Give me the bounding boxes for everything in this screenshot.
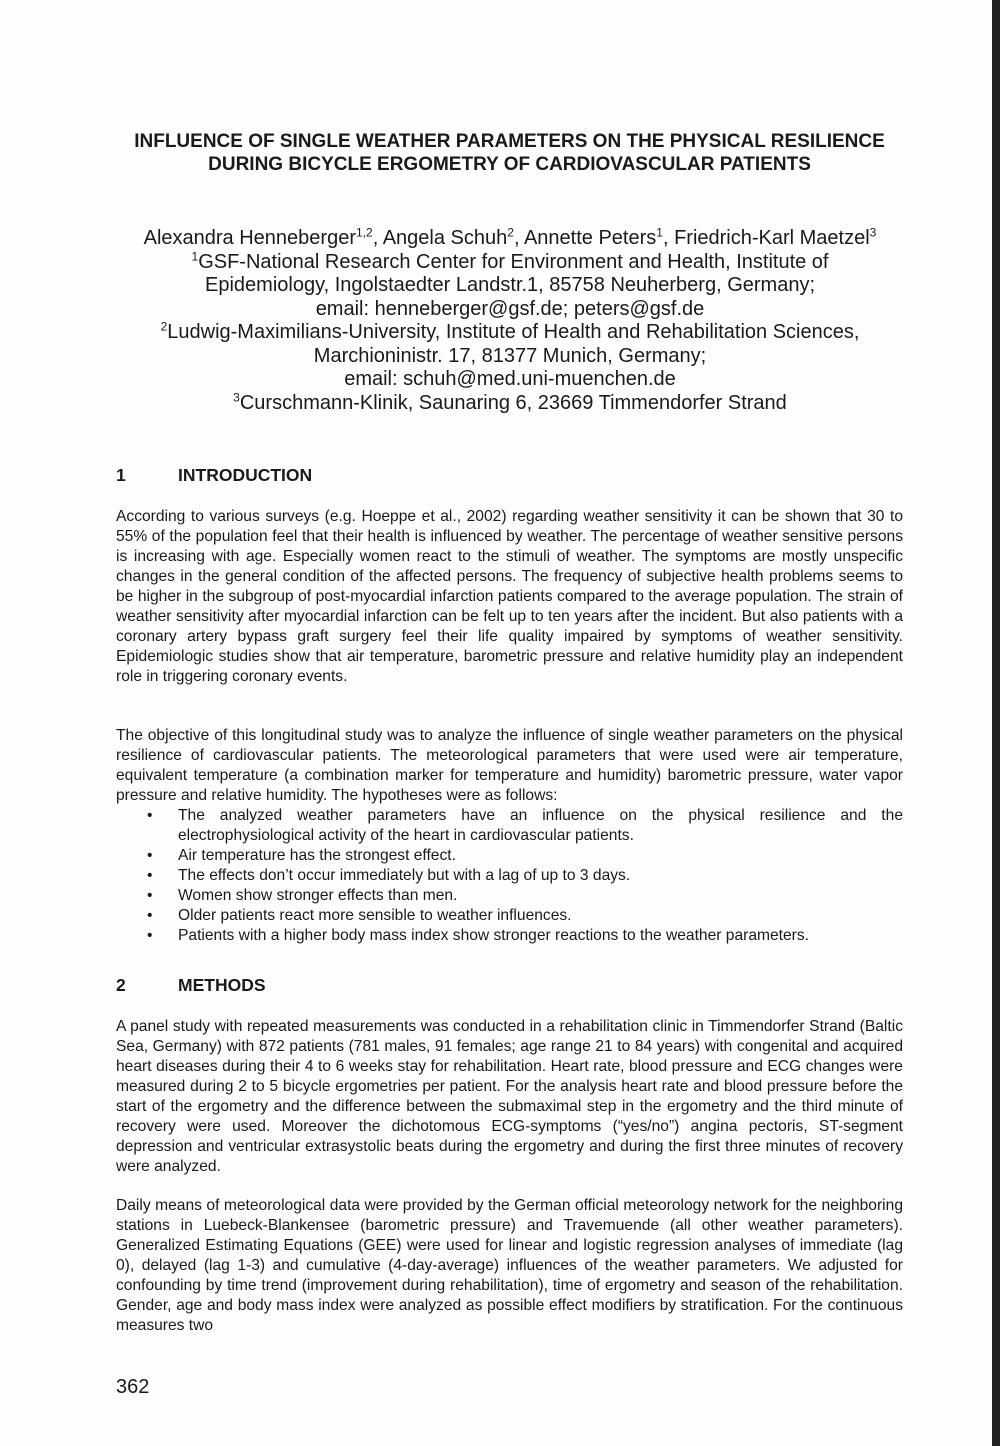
- paragraph-text: The objective of this longitudinal study was to analyze the influence of single weather parameters on the physical resilience of cardiovascular patients. The meteorological parameters that were used were air temperature, equivalent temperature (a combination marker for temperature and humidity) barometric pressure, water vapor pressure and relative humidity. The hypotheses were as follows:: [116, 727, 903, 804]
- hypotheses-list: [116, 806, 903, 946]
- affiliation-1-email: email: henneberger@gsf.de; peters@gsf.de: [315, 297, 705, 320]
- affiliation-text: GSF-National Research Center for Environment and Health, Institute of Epidemiology, Ingolstaedter Landstr.1, 85758 Neuherberg, Germany;: [198, 250, 829, 296]
- affiliation-text: Curschmann-Klinik, Saunaring 6, 23669 Timmendorfer Strand: [239, 391, 787, 414]
- page-number: 362: [116, 1376, 150, 1398]
- affiliation-mark: 3: [233, 389, 240, 404]
- author-name: , Angela Schuh: [372, 227, 508, 249]
- paper-title: INFLUENCE OF SINGLE WEATHER PARAMETERS ON THE PHYSICAL RESILIENCE DURING BICYCLE ERGOMETRY OF CARDIOVASCULAR PATIENTS: [134, 131, 885, 175]
- list-item: • The effects don’t occur immediately but with a lag of up to 3 days.: [178, 866, 903, 886]
- affiliation-mark: 2: [507, 225, 514, 240]
- affiliation-mark: 1: [191, 248, 199, 263]
- list-item: • Older patients react more sensible to weather influences.: [178, 906, 903, 926]
- list-item: • Women show stronger effects than men.: [178, 886, 903, 906]
- section-title: METHODS: [178, 975, 266, 995]
- author-name: , Annette Peters: [513, 227, 657, 249]
- affiliation-2-email: email: schuh@med.uni-muenchen.de: [344, 368, 676, 390]
- list-item: • Air temperature has the strongest effect.: [178, 846, 903, 866]
- scan-edge: [992, 0, 1000, 1446]
- author-line: [100, 227, 920, 251]
- affiliation-mark: 3: [869, 225, 877, 240]
- affiliation-2: [100, 321, 920, 368]
- affiliation-mark: 1: [656, 225, 663, 240]
- section-number: 2: [116, 975, 126, 995]
- section-number: 1: [116, 465, 126, 485]
- affiliation-1: [100, 248, 920, 298]
- list-item: • Patients with a higher body mass index show stronger reactions to the weather parameters.: [178, 926, 903, 946]
- author-name: , Friedrich-Karl Maetzel: [662, 227, 870, 249]
- section-title: INTRODUCTION: [178, 465, 313, 485]
- affiliation-mark: 1,2: [356, 225, 373, 240]
- section-heading-methods: [116, 975, 266, 996]
- intro-paragraph-1: According to various surveys (e.g. Hoeppe et al., 2002) regarding weather sensitivity it can be shown that 30 to 55% of the population feel that their health is influenced by weather. The percentage of weather sensitive persons is increasing with age. Especially women react to the stimuli of weather. The symptoms are mostly unspecific changes in the general condition of the affected persons. The frequency of subjective health problems seems to be higher in the subgroup of post-myocardial infarction patients compared to the average population. The strain of weather sensitivity after myocardial infarction can be felt up to ten years after the incident. But also patients with a coronary artery bypass graft surgery feel their life quality impaired by symptoms of weather sensitivity. Epidemiologic studies show that air temperature, barometric pressure and relative humidity play an independent role in triggering coronary events.: [116, 508, 903, 685]
- author-name: Alexandra Henneberger: [143, 227, 356, 249]
- section-heading-introduction: [116, 465, 312, 486]
- affiliation-mark: 2: [160, 319, 168, 334]
- methods-paragraph-2: Daily means of meteorological data were provided by the German official meteorology network for the neighboring stations in Luebeck-Blankensee (barometric pressure) and Travemuende (all other weather parameters). Generalized Estimating Equations (GEE) were used for linear and logistic regression analyses of immediate (lag 0), delayed (lag 1-3) and cumulative (4-day-average) influences of the weather parameters. We adjusted for confounding by time trend (improvement during rehabilitation), time of ergometry and season of the rehabilitation. Gender, age and body mass index were analyzed as possible effect modifiers by stratification. For the continuous measures two: [116, 1197, 903, 1334]
- author-block: [100, 227, 920, 415]
- intro-paragraph-2: [116, 726, 903, 946]
- affiliation-text: Ludwig-Maximilians-University, Institute of Health and Rehabilitation Sciences, Marchioninistr. 17, 81377 Munich, Germany;: [167, 321, 860, 367]
- methods-paragraph-1: A panel study with repeated measurements was conducted in a rehabilitation clinic in Timmendorfer Strand (Baltic Sea, Germany) with 872 patients (781 males, 91 females; age range 21 to 84 years) with congenital and acquired heart diseases during their 4 to 6 weeks stay for rehabilitation. Heart rate, blood pressure and ECG changes were measured during 2 to 5 bicycle ergometries per patient. For the analysis heart rate and blood pressure before the start of the ergometry and the difference between the submaximal step in the ergometry and the third minute of recovery were used. Moreover the dichotomous ECG-symptoms (“yes/no”) angina pectoris, ST-segment depression and ventricular extrasystolic beats during the ergometry and during the first three minutes of recovery were analyzed.: [116, 1018, 903, 1175]
- list-item: • The analyzed weather parameters have an influence on the physical resilience and the electrophysiological activity of the heart in cardiovascular patients.: [178, 806, 903, 846]
- affiliation-3: [100, 389, 920, 416]
